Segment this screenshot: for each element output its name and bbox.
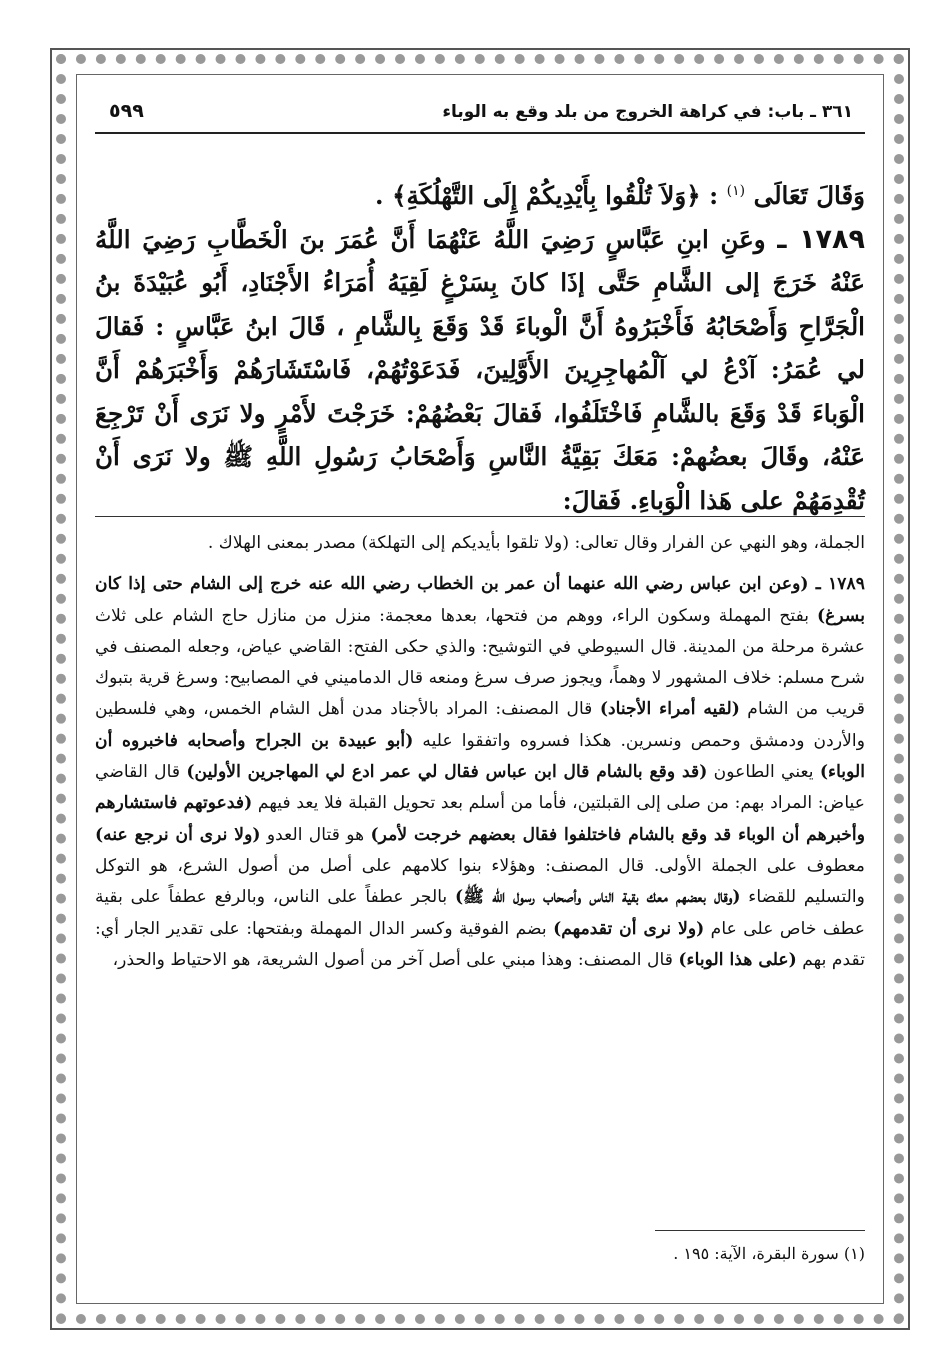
commentary-quoted-segment: (وقال بعضهم معك بقية الناس وأصحاب رسول الله ﷺ) [454,887,741,908]
commentary-quoted-segment: ١٧٨٩ ـ (وعن ابن عباس رضي الله عنهما أن عمر بن الخطاب رضي الله عنه خرج إلى الشام حتى إذا كان بسرغ) [95,574,865,626]
verse-quote: : ﴿وَلاَ تُلْقُوا بِأَيْدِيكُمْ إِلَى التَّهْلُكَةِ﴾ . [375,181,719,211]
commentary-quoted-segment: (قد وقع بالشام قال ابن عباس فقال لي عمر ادع لي المهاجرين الأولين) [186,762,708,783]
commentary-quoted-segment: (لقيه أمراء الأجناد) [599,699,740,720]
footnote-rule [655,1230,865,1231]
commentary-hadith [95,569,865,976]
commentary-segment: بضم الفوقية وكسر الدال المهملة وبفتحها: على تقدير الجار أي: تقدم بهم [95,918,865,970]
main-text [95,170,865,522]
verse-intro: وَقَالَ تَعَالَى [753,181,865,211]
commentary-segment: بفتح المهملة وسكون الراء، ووهم من فتحها، بعدها معجمة: منزل من منازل حاج الشام على ثلاث عشرة مرحلة من المدينة. قال السيوطي في التوشيح: والذي حكى الفتح: القاضي عياض، وجعله المصنف في شرح مسلم: خلاف المشهور لا وهماً، ويجوز صرف سرغ ومنعه قال الدماميني في المصابيح: وسرغ قرية بتبوك قريب من الشام [95,605,866,720]
commentary-segment: قال المصنف: المراد بالأجناد مدن أهل الشام الخمس، وهي فلسطين والأردن ودمشق وحمص ونسرين. هكذا فسروه واتفقوا عليه [95,699,865,751]
verse-line [95,170,865,218]
hadith-text: وعَنِ ابنِ عَبَّاسٍ رَضِيَ اللَّهُ عَنْهُمَا أَنَّ عُمَرَ بنَ الْخَطَّابِ رَضِيَ اللَّهُ عَنْهُ خَرَجَ إلى الشَّامِ حَتَّى إذَا كانَ بِسَرْغٍ لَقِيَهُ أُمَرَاءُ الأَجْنَادِ، أَبُو عُبَيْدَةَ بنُ الْجَرَّاحِ وَأَصْحَابُهُ فَأَخْبَرُوهُ أَنَّ الْوباءَ قَدْ وَقَعَ بِالشَّامِ ، قَالَ ابنُ عَبَّاسٍ : فَقالَ لي عُمَرُ: آدْعُ لي آلْمُهاجِرِينَ الأَوَّلِينَ، فَدَعَوْتُهُمْ، فَاسْتَشَارَهُمْ وَأَخْبَرَهُمْ أَنَّ الْوَباءَ قَدْ وَقَعَ بالشَّامِ فَاخْتَلَفُوا، فَقالَ بَعْضُهُمْ: خَرَجْتَ لأَمْرٍ ولا نَرَى أَنْ تَرْجِعَ عَنْهُ، وقَالَ بعضُهمْ: مَعَكَ بَقِيَّةُ النَّاسِ وَأَصْحَابُ رَسُولِ اللَّهِ ﷺ ولا نَرَى أَنْ تُقْدِمَهُمْ على هَذا الْوَباءِ. فَقالَ: [95,224,865,515]
commentary-segment: معطوف على الجملة الأولى. قال المصنف: وهؤلاء بنوا كلامهم على أصل من أصول الشرع، هو التوكل والتسليم للقضاء [95,855,865,908]
commentary-quoted-segment: (أبو عبيدة بن الجراح وأصحابه فاخبروه أن الوباء) [95,730,865,783]
hadith-paragraph [95,218,865,523]
footnote: (١) سورة البقرة، الآية: ١٩٥ . [673,1244,865,1263]
commentary-segment: قال القاضي عياض: المراد بهم: من صلى إلى القبلتين، فأما من أسلم بعد تحويل القبلة فلا يعد فيهم [95,762,866,814]
hadith-number: ١٧٨٩ ـ [777,223,865,255]
commentary-intro: الجملة، وهو النهي عن الفرار وقال تعالى: (ولا تلقوا بأيديكم إلى التهلكة) مصدر بمعنى الهلاك . [207,533,865,553]
running-header [95,100,865,128]
commentary-segment: قال المصنف: وهذا مبني على أصل آخر من أصول الشريعة، هو الاحتياط والحذر، [112,949,679,970]
commentary-quoted-segment: (على هذا الوباء) [678,949,797,970]
commentary-segment: بالجر عطفاً على الناس، وبالرفع عطفاً على بقية عطف خاص على عام [95,887,865,939]
commentary-quoted-segment: (فدعوتهم فاستشارهم وأخبرهم أن الوباء قد وقع بالشام فاختلفوا فقال بعضهم خرجت لأمر) [95,793,865,845]
commentary-segment: هو قتال العدو [260,824,371,845]
commentary-quoted-segment: (ولا نرى أن تقدمهم) [553,918,705,939]
page-number: ٥٩٩ [109,100,144,122]
text-separator [95,516,865,517]
footnote-reference: (١) [726,183,746,199]
commentary [95,528,865,976]
chapter-title: ٣٦١ ـ باب: في كراهة الخروج من بلد وقع به الوباء [442,102,853,122]
commentary-quoted-segment: (ولا نرى أن نرجع عنه) [95,824,261,845]
commentary-segment: يعني الطاعون [707,762,820,783]
header-rule [95,132,865,134]
